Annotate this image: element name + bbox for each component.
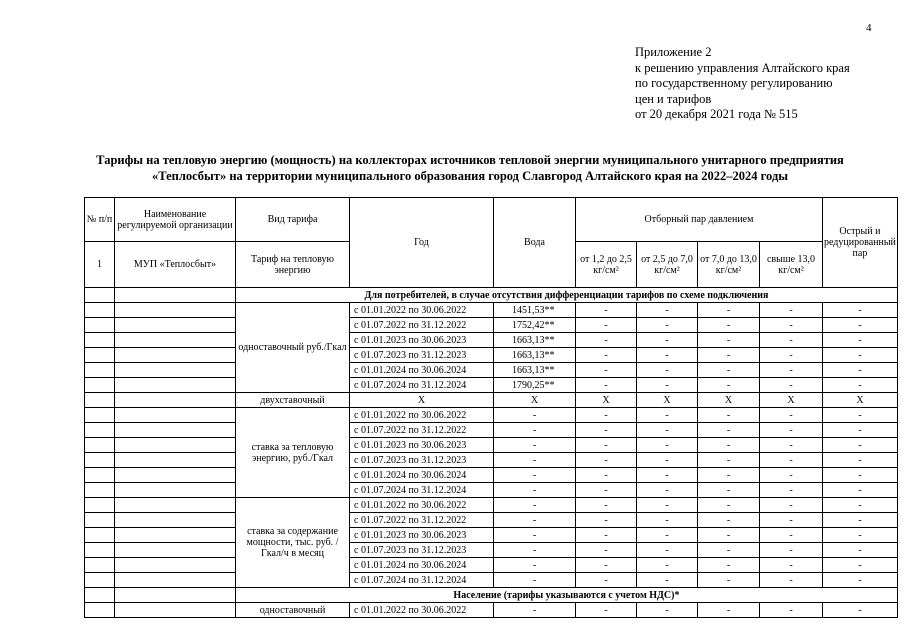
header-steam-3: от 7,0 до 13,0 кг/см² (698, 242, 760, 288)
steam-value-1: - (576, 423, 637, 438)
table-row (85, 558, 898, 573)
steam-value-2: - (637, 468, 698, 483)
table-row (85, 303, 898, 318)
empty-cell (115, 333, 236, 348)
steam-value-2: - (637, 453, 698, 468)
empty-cell (115, 483, 236, 498)
steam-value-3: - (698, 348, 760, 363)
water-value: - (494, 528, 576, 543)
header-tariff-sub: Тариф на тепловую энергию (236, 242, 350, 288)
steam-value-1: - (576, 363, 637, 378)
period-cell: с 01.07.2022 по 31.12.2022 (350, 318, 494, 333)
steam-value-2: - (637, 423, 698, 438)
table-row (85, 423, 898, 438)
steam-value-4: - (760, 603, 823, 618)
steam-value-2: - (637, 318, 698, 333)
header-steam-1: от 1,2 до 2,5 кг/см² (576, 242, 637, 288)
water-value: - (494, 483, 576, 498)
x-cell: X (350, 393, 494, 408)
empty-cell (85, 393, 115, 408)
table-row (85, 333, 898, 348)
empty-cell (115, 498, 236, 513)
steam-value-1: - (576, 438, 637, 453)
x-cell: X (760, 393, 823, 408)
reduced-steam-value: - (823, 318, 898, 333)
reduced-steam-value: - (823, 333, 898, 348)
empty-cell (115, 513, 236, 528)
empty-cell (85, 363, 115, 378)
steam-value-3: - (698, 333, 760, 348)
empty-cell (85, 513, 115, 528)
tariff-group-label: одноставочный (236, 603, 350, 618)
empty-cell (115, 588, 236, 603)
empty-cell (85, 558, 115, 573)
steam-value-1: - (576, 483, 637, 498)
steam-value-4: - (760, 378, 823, 393)
reduced-steam-value: - (823, 498, 898, 513)
reduced-steam-value: - (823, 438, 898, 453)
water-value: 1663,13** (494, 333, 576, 348)
reduced-steam-value: - (823, 528, 898, 543)
water-value: - (494, 498, 576, 513)
empty-cell (85, 528, 115, 543)
empty-cell (85, 438, 115, 453)
steam-value-2: - (637, 378, 698, 393)
steam-value-3: - (698, 438, 760, 453)
steam-value-2: - (637, 348, 698, 363)
table-row (85, 468, 898, 483)
steam-value-2: - (637, 498, 698, 513)
reduced-steam-value: - (823, 483, 898, 498)
empty-cell (85, 573, 115, 588)
water-value: - (494, 513, 576, 528)
title-line: Тарифы на тепловую энергию (мощность) на коллекторах источников тепловой энергии муниципального унитарного предприятия (96, 153, 844, 167)
empty-cell (85, 318, 115, 333)
table-row (85, 603, 898, 618)
section-header: Население (тарифы указываются с учетом НДС)* (236, 588, 898, 603)
empty-cell (115, 558, 236, 573)
steam-value-4: - (760, 468, 823, 483)
org-number: 1 (85, 242, 115, 288)
empty-cell (85, 378, 115, 393)
empty-cell (115, 543, 236, 558)
water-value: - (494, 453, 576, 468)
water-value: 1451,53** (494, 303, 576, 318)
empty-cell (85, 408, 115, 423)
steam-value-4: - (760, 318, 823, 333)
empty-cell (115, 528, 236, 543)
water-value: 1663,13** (494, 348, 576, 363)
header-tariff-type: Вид тарифа (236, 198, 350, 242)
steam-value-1: - (576, 348, 637, 363)
tariff-table (84, 197, 898, 618)
steam-value-1: - (576, 573, 637, 588)
table-row (85, 288, 898, 303)
reduced-steam-value: - (823, 453, 898, 468)
water-value: - (494, 573, 576, 588)
document-title (40, 152, 900, 184)
empty-cell (115, 378, 236, 393)
steam-value-2: - (637, 573, 698, 588)
table-row (85, 348, 898, 363)
steam-value-4: - (760, 483, 823, 498)
empty-cell (85, 348, 115, 363)
water-value: - (494, 603, 576, 618)
table-row (85, 498, 898, 513)
appendix-line: от 20 декабря 2021 года № 515 (635, 107, 798, 122)
steam-value-4: - (760, 528, 823, 543)
steam-value-4: - (760, 423, 823, 438)
steam-value-4: - (760, 333, 823, 348)
appendix-line: по государственному регулированию (635, 76, 833, 91)
empty-cell (85, 288, 115, 303)
tariff-group-label: одноставочный руб./Гкал (236, 303, 350, 393)
steam-value-2: - (637, 603, 698, 618)
steam-value-1: - (576, 558, 637, 573)
reduced-steam-value: - (823, 348, 898, 363)
steam-value-2: - (637, 558, 698, 573)
header-reduced-steam: Острый и редуцированный пар (823, 198, 898, 288)
period-cell: с 01.07.2023 по 31.12.2023 (350, 543, 494, 558)
empty-cell (115, 408, 236, 423)
header-org: Наименование регулируемой организации (115, 198, 236, 242)
table-row (85, 453, 898, 468)
steam-value-3: - (698, 483, 760, 498)
empty-cell (85, 543, 115, 558)
steam-value-4: - (760, 348, 823, 363)
empty-cell (115, 603, 236, 618)
period-cell: с 01.07.2023 по 31.12.2023 (350, 453, 494, 468)
empty-cell (85, 483, 115, 498)
page-number: 4 (866, 22, 872, 34)
table-row (85, 528, 898, 543)
reduced-steam-value: - (823, 378, 898, 393)
steam-value-4: - (760, 513, 823, 528)
x-cell: X (823, 393, 898, 408)
table-row (85, 318, 898, 333)
steam-value-1: - (576, 333, 637, 348)
reduced-steam-value: - (823, 558, 898, 573)
table-row (85, 378, 898, 393)
steam-value-4: - (760, 573, 823, 588)
steam-value-4: - (760, 408, 823, 423)
title-line: «Теплосбыт» на территории муниципального образования город Славгород Алтайского края на 2022–2024 годы (151, 169, 789, 183)
steam-value-3: - (698, 603, 760, 618)
empty-cell (85, 333, 115, 348)
water-value: - (494, 468, 576, 483)
section-header: Для потребителей, в случае отсутствия дифференциации тарифов по схеме подключения (236, 288, 898, 303)
table-row (85, 408, 898, 423)
water-value: - (494, 543, 576, 558)
period-cell: с 01.07.2024 по 31.12.2024 (350, 573, 494, 588)
table-row (85, 393, 898, 408)
header-water: Вода (494, 198, 576, 288)
appendix-line: Приложение 2 (635, 45, 712, 59)
steam-value-2: - (637, 543, 698, 558)
empty-cell (85, 303, 115, 318)
steam-value-1: - (576, 318, 637, 333)
x-cell: X (637, 393, 698, 408)
x-cell: X (494, 393, 576, 408)
empty-cell (85, 498, 115, 513)
water-value: - (494, 438, 576, 453)
empty-cell (115, 393, 236, 408)
steam-value-3: - (698, 513, 760, 528)
period-cell: с 01.07.2023 по 31.12.2023 (350, 348, 494, 363)
table-row (85, 363, 898, 378)
header-steam-4: свыше 13,0 кг/см² (760, 242, 823, 288)
reduced-steam-value: - (823, 543, 898, 558)
steam-value-4: - (760, 438, 823, 453)
steam-value-2: - (637, 513, 698, 528)
table-row (85, 513, 898, 528)
steam-value-2: - (637, 408, 698, 423)
table-row (85, 438, 898, 453)
steam-value-1: - (576, 468, 637, 483)
table-row (85, 588, 898, 603)
steam-value-3: - (698, 468, 760, 483)
empty-cell (115, 363, 236, 378)
steam-value-4: - (760, 303, 823, 318)
period-cell: с 01.01.2024 по 30.06.2024 (350, 468, 494, 483)
x-cell: X (576, 393, 637, 408)
period-cell: с 01.07.2022 по 31.12.2022 (350, 513, 494, 528)
water-value: - (494, 408, 576, 423)
period-cell: с 01.01.2022 по 30.06.2022 (350, 603, 494, 618)
empty-cell (115, 468, 236, 483)
empty-cell (85, 453, 115, 468)
steam-value-3: - (698, 408, 760, 423)
water-value: - (494, 423, 576, 438)
steam-value-3: - (698, 543, 760, 558)
water-value: - (494, 558, 576, 573)
empty-cell (115, 303, 236, 318)
table-row (85, 543, 898, 558)
period-cell: с 01.01.2022 по 30.06.2022 (350, 303, 494, 318)
steam-value-3: - (698, 498, 760, 513)
steam-value-3: - (698, 558, 760, 573)
header-steam-group: Отборный пар давлением (576, 198, 823, 242)
steam-value-1: - (576, 528, 637, 543)
steam-value-2: - (637, 483, 698, 498)
steam-value-1: - (576, 543, 637, 558)
appendix-block (635, 45, 850, 123)
steam-value-1: - (576, 303, 637, 318)
steam-value-2: - (637, 333, 698, 348)
empty-cell (115, 288, 236, 303)
steam-value-3: - (698, 453, 760, 468)
table-row (85, 483, 898, 498)
steam-value-2: - (637, 363, 698, 378)
steam-value-2: - (637, 438, 698, 453)
tariff-group-label: двухставочный (236, 393, 350, 408)
reduced-steam-value: - (823, 408, 898, 423)
steam-value-4: - (760, 363, 823, 378)
period-cell: с 01.07.2022 по 31.12.2022 (350, 423, 494, 438)
header-steam-2: от 2,5 до 7,0 кг/см² (637, 242, 698, 288)
steam-value-3: - (698, 318, 760, 333)
empty-cell (115, 348, 236, 363)
period-cell: с 01.01.2024 по 30.06.2024 (350, 558, 494, 573)
steam-value-4: - (760, 558, 823, 573)
steam-value-1: - (576, 378, 637, 393)
steam-value-1: - (576, 513, 637, 528)
reduced-steam-value: - (823, 303, 898, 318)
org-name: МУП «Теплосбыт» (115, 242, 236, 288)
empty-cell (85, 468, 115, 483)
steam-value-1: - (576, 453, 637, 468)
empty-cell (115, 573, 236, 588)
water-value: 1663,13** (494, 363, 576, 378)
empty-cell (115, 453, 236, 468)
header-num: № п/п (85, 198, 115, 242)
reduced-steam-value: - (823, 423, 898, 438)
reduced-steam-value: - (823, 468, 898, 483)
tariff-group-label: ставка за тепловую энергию, руб./Гкал (236, 408, 350, 498)
water-value: 1790,25** (494, 378, 576, 393)
period-cell: с 01.01.2023 по 30.06.2023 (350, 528, 494, 543)
empty-cell (85, 603, 115, 618)
period-cell: с 01.01.2023 по 30.06.2023 (350, 333, 494, 348)
header-year: Год (350, 198, 494, 288)
period-cell: с 01.01.2022 по 30.06.2022 (350, 498, 494, 513)
steam-value-2: - (637, 528, 698, 543)
steam-value-4: - (760, 498, 823, 513)
empty-cell (85, 423, 115, 438)
steam-value-3: - (698, 423, 760, 438)
steam-value-4: - (760, 543, 823, 558)
steam-value-3: - (698, 378, 760, 393)
appendix-line: цен и тарифов (635, 91, 712, 106)
tariff-group-label: ставка за содержание мощности, тыс. руб. /Гкал/ч в месяц (236, 498, 350, 588)
steam-value-2: - (637, 303, 698, 318)
steam-value-1: - (576, 498, 637, 513)
x-cell: X (698, 393, 760, 408)
appendix-line: к решению управления Алтайского края (635, 60, 850, 75)
reduced-steam-value: - (823, 513, 898, 528)
period-cell: с 01.07.2024 по 31.12.2024 (350, 483, 494, 498)
empty-cell (115, 438, 236, 453)
reduced-steam-value: - (823, 363, 898, 378)
period-cell: с 01.01.2022 по 30.06.2022 (350, 408, 494, 423)
steam-value-3: - (698, 573, 760, 588)
steam-value-1: - (576, 408, 637, 423)
period-cell: с 01.07.2024 по 31.12.2024 (350, 378, 494, 393)
steam-value-3: - (698, 303, 760, 318)
empty-cell (115, 318, 236, 333)
reduced-steam-value: - (823, 573, 898, 588)
empty-cell (115, 423, 236, 438)
steam-value-1: - (576, 603, 637, 618)
water-value: 1752,42** (494, 318, 576, 333)
steam-value-3: - (698, 363, 760, 378)
empty-cell (85, 588, 115, 603)
steam-value-4: - (760, 453, 823, 468)
steam-value-3: - (698, 528, 760, 543)
period-cell: с 01.01.2024 по 30.06.2024 (350, 363, 494, 378)
reduced-steam-value: - (823, 603, 898, 618)
period-cell: с 01.01.2023 по 30.06.2023 (350, 438, 494, 453)
table-row (85, 573, 898, 588)
